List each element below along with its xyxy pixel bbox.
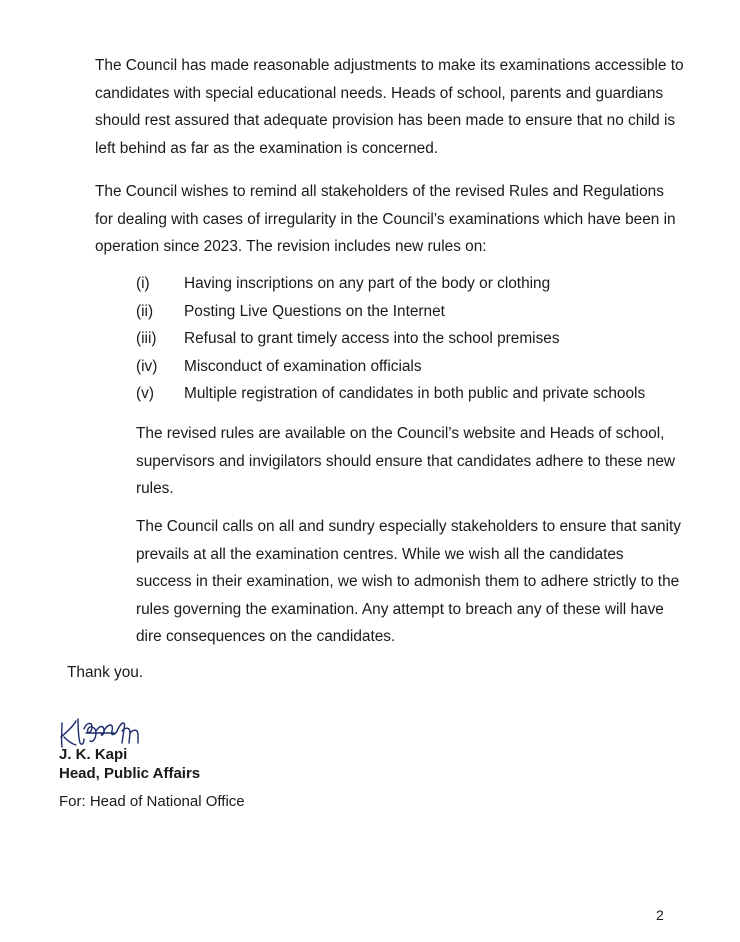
signer-on-behalf: For: Head of National Office (59, 793, 245, 810)
list-item-text: Posting Live Questions on the Internet (184, 302, 445, 320)
closing-thank-you: Thank you. (67, 664, 144, 681)
paragraph-rules-availability: The revised rules are available on the Council’s website and Heads of school, supervisors and invigilators should ensure that candidates adhere to these new rules. (136, 425, 676, 498)
list-item (136, 380, 676, 408)
list-item (136, 298, 676, 326)
list-item-number: (ii) (136, 302, 154, 320)
paragraph-revised-rules-intro: The Council wishes to remind all stakeholders of the revised Rules and Regulations for dealing with cases of irregularity in the Council’s examinations which have been in operation since 2023. The revision includes new rules on: (95, 183, 676, 256)
signer-title: Head, Public Affairs (59, 765, 201, 782)
list-item (136, 270, 676, 298)
signer-name: J. K. Kapi (59, 746, 128, 763)
new-rules-list (136, 270, 676, 408)
paragraph-special-needs: The Council has made reasonable adjustments to make its examinations accessible to candidates with special educational needs. Heads of school, parents and guardians should rest assured that adequate provision has been made to ensure that no child is left behind as far as the examination is concerned. (95, 57, 684, 157)
list-item-number: (i) (136, 275, 150, 292)
list-item-text: Multiple registration of candidates in both public and private schools (184, 385, 646, 403)
list-item-text: Refusal to grant timely access into the school premises (184, 330, 560, 348)
list-item-number: (iv) (136, 357, 158, 375)
page-number: 2 (656, 907, 664, 923)
list-item-number: (v) (136, 385, 154, 403)
list-item-text: Having inscriptions on any part of the body or clothing (184, 275, 551, 292)
list-item (136, 325, 676, 353)
paragraph-call-to-stakeholders: The Council calls on all and sundry especially stakeholders to ensure that sanity prevails at all the examination centres. While we wish all the candidates success in their examination, we wish to admonish them to adhere strictly to the rules governing the examination. Any attempt to breach any of these will have dire consequences on the candidates. (136, 518, 681, 646)
list-item (136, 353, 676, 381)
list-item-text: Misconduct of examination officials (184, 357, 422, 375)
list-item-number: (iii) (136, 330, 157, 348)
